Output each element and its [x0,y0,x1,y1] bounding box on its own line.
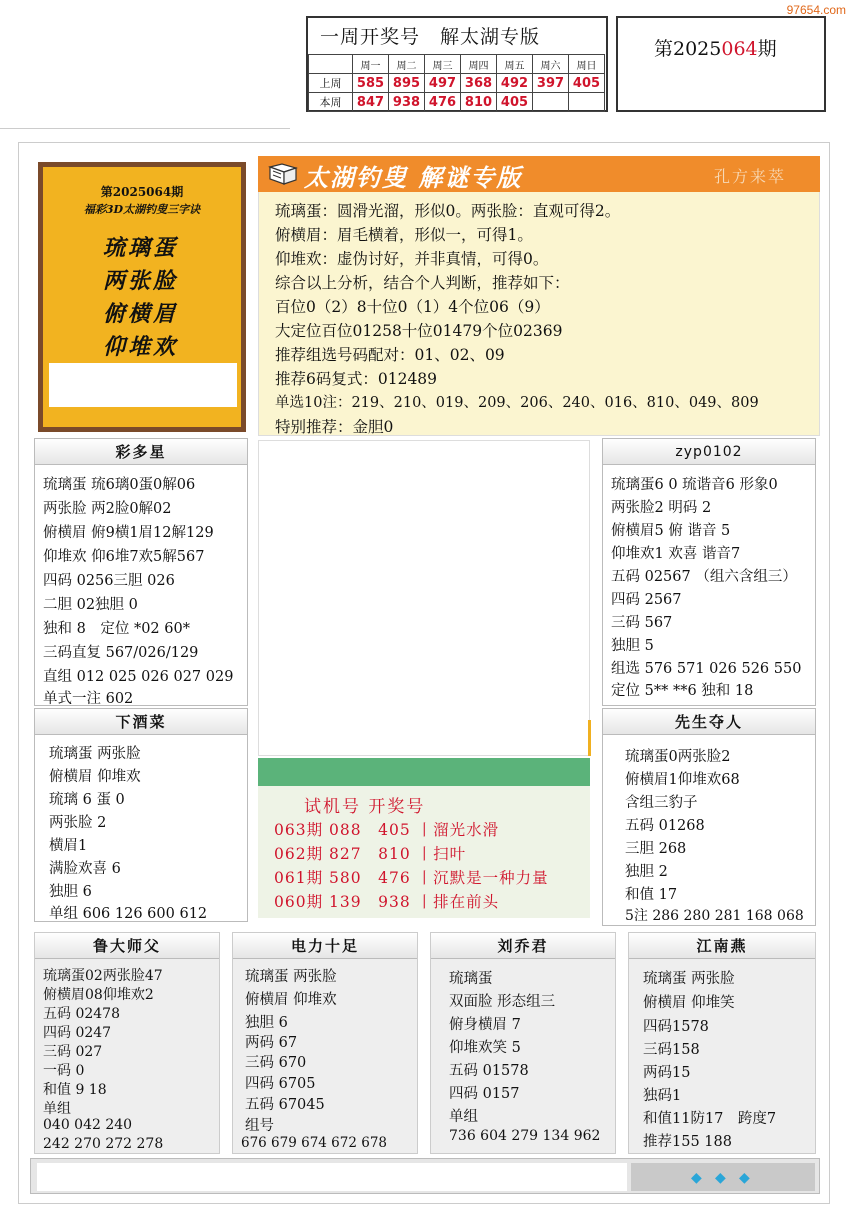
puzzle-author: 孔方来萃 [713,167,786,186]
result-cell: 368 [461,74,497,93]
box-line: 三码 027 [43,1044,103,1060]
box-line: 琉璃蛋 两张脸 [49,746,141,762]
puzzle-line: 琉璃蛋：圆滑光溜，形似0。两张脸：直观可得2。 [275,202,621,220]
puzzle-line: 仰堆欢：虚伪讨好，并非真情，可得0。 [275,250,549,268]
box-line: 琉璃蛋 [449,971,493,987]
box-line: 单式一注 602 [43,691,134,707]
box-line: 四码 0157 [449,1086,520,1102]
puzzle-line: 单选10注：219、210、019、209、206、240、016、810、049、809 [275,395,759,411]
box-line: 含组三豹子 [625,795,698,811]
box-line: 一码 0 [43,1063,85,1079]
result-cell: 585 [353,74,389,93]
result-cell: 405 [569,74,605,93]
box-liuqiaojun [430,932,616,1154]
day-header: 周二 [389,55,425,74]
day-header: 周四 [461,55,497,74]
box-line: 仰堆欢笑 5 [449,1040,521,1056]
box-line: 俯横眉08仰堆欢2 [43,987,154,1003]
box-line: 琉璃蛋 两张脸 [643,971,735,987]
box-line: 独胆 5 [611,638,654,654]
box-line: 俯横眉 仰堆欢 [245,992,337,1008]
box-line: 四码 6705 [245,1076,316,1092]
box-line: 和值 17 [625,887,678,903]
box-line: 琉璃蛋6 0 琉谐音6 形象0 [611,477,778,493]
box-ludashifu [34,932,220,1154]
box-line: 俯横眉 俯9横1眉12解129 [43,525,214,541]
box-line: 独码1 [643,1088,682,1104]
weekly-results-table [308,54,605,112]
box-title: 电力十足 [233,933,417,959]
box-xiajiucai [34,708,248,922]
box-line: 单组 [43,1101,71,1117]
box-line: 单组 606 126 600 612 [49,906,208,922]
box-line: 仰堆欢 仰6堆7欢5解567 [43,549,205,565]
box-line: 满脸欢喜 6 [49,861,121,877]
box-line: 独和 8 定位 *02 60* [43,621,190,637]
diamond-icon: ◆ [715,1170,726,1186]
draw-results-panel [258,786,590,918]
footer-gem-area [631,1163,815,1191]
box-line: 独胆 6 [49,884,92,900]
box-title: 江南燕 [629,933,815,959]
box-line: 直组 012 025 026 027 029 [43,669,234,685]
draw-results-header: 试机号 开奖号 [304,797,426,817]
box-line: 琉璃 6 蛋 0 [49,792,125,808]
box-title: 刘乔君 [431,933,615,959]
box-line: 独胆 2 [625,864,668,880]
issue-box [616,16,826,112]
result-cell: 476 [425,93,461,112]
box-title: 彩多星 [35,439,247,465]
result-cell: 938 [389,93,425,112]
weekly-results-title: 一周开奖号 解太湖专版 [320,26,541,48]
box-line: 5注 286 280 281 168 068 [625,908,804,924]
box-line: 三码直复 567/026/129 [43,645,199,661]
book-icon [268,162,298,186]
box-line: 五码 02567 （组六含组三） [611,569,797,585]
box-line: 独胆 6 [245,1015,288,1031]
box-line: 四码1578 [643,1019,709,1035]
accent-mark [588,720,591,756]
puzzle-title-bar [258,156,820,192]
box-line: 俯身横眉 7 [449,1017,521,1033]
day-header: 周一 [353,55,389,74]
poster-line: 俯横眉 [103,301,179,327]
box-line: 组号 [245,1118,274,1134]
puzzle-line: 大定位百位01258十位01479个位02369 [275,322,563,340]
poster [38,162,246,432]
box-line: 二胆 02独胆 0 [43,597,138,613]
result-cell: 492 [497,74,533,93]
result-cell: 497 [425,74,461,93]
watermark: 97654.com [786,3,846,17]
this-week-label: 本周 [309,93,353,112]
box-line: 俯横眉5 俯 谐音 5 [611,523,731,539]
puzzle-line: 推荐组选号码配对：01、02、09 [275,346,505,364]
box-title: 下酒菜 [35,709,247,735]
result-cell: 847 [353,93,389,112]
box-line: 琉璃蛋 两张脸 [245,969,337,985]
box-line: 和值 9 18 [43,1082,107,1098]
day-header: 周五 [497,55,533,74]
box-line: 676 679 674 672 678 [241,1135,388,1151]
box-line: 仰堆欢1 欢喜 谐音7 [611,546,741,562]
box-line: 四码 2567 [611,592,682,608]
weekly-results-box [306,16,608,112]
result-cell: 895 [389,74,425,93]
box-line: 推荐155 188 [643,1134,732,1150]
puzzle-line: 综合以上分析，结合个人判断，推荐如下： [275,274,570,292]
last-week-label: 上周 [309,74,353,93]
divider [0,128,290,129]
box-line: 组选 576 571 026 526 550 [611,661,802,677]
draw-result-row: 062期 827 810 丨扫叶 [274,845,467,863]
box-line: 单组 [449,1109,478,1125]
box-line: 040 042 240 [43,1117,133,1133]
box-line: 定位 5** **6 独和 18 [611,683,754,699]
box-line: 两张脸 2 [49,815,107,831]
box-dianlishizu [232,932,418,1154]
day-header: 周日 [569,55,605,74]
puzzle-line: 百位0（2）8十位0（1）4个位06（9） [275,298,550,316]
box-zyp0102 [602,438,816,706]
box-title: zyp0102 [603,439,815,465]
box-title: 鲁大师父 [35,933,219,959]
box-line: 横眉1 [49,838,88,854]
box-line: 俯横眉 仰堆笑 [643,995,735,1011]
result-cell: 397 [533,74,569,93]
box-line: 两张脸2 明码 2 [611,500,712,516]
box-line: 五码 01268 [625,818,705,834]
draw-result-row: 063期 088 405 丨溜光水滑 [274,821,500,839]
box-line: 五码 67045 [245,1097,325,1113]
poster-line: 两张脸 [103,268,179,294]
box-line: 三码 670 [245,1055,307,1071]
puzzle-title: 太湖钓叟 解谜专版 [304,163,523,192]
draw-result-row: 060期 139 938 丨排在前头 [274,893,500,911]
puzzle-panel [258,156,820,436]
footer-bar [30,1158,820,1194]
box-line: 三码158 [643,1042,700,1058]
box-line: 三码 567 [611,615,673,631]
result-cell [569,93,605,112]
result-cell: 810 [461,93,497,112]
result-cell [533,93,569,112]
box-line: 俯横眉 仰堆欢 [49,769,141,785]
issue-number: 第2025064期 [654,38,777,60]
puzzle-line: 推荐6码复式：012489 [275,370,438,388]
diamond-icon: ◆ [739,1170,750,1186]
box-line: 两码 67 [245,1035,298,1051]
result-cell: 405 [497,93,533,112]
box-line: 琉璃蛋 琉6璃0蛋0解06 [43,477,196,493]
box-title: 先生夺人 [603,709,815,735]
box-jiangnanyan [628,932,816,1154]
box-line: 三胆 268 [625,841,687,857]
box-line: 琉璃蛋0两张脸2 [625,749,731,765]
box-line: 和值11防17 跨度7 [643,1111,777,1127]
box-line: 俯横眉1仰堆欢68 [625,772,740,788]
box-line: 736 604 279 134 962 [449,1128,601,1144]
box-line: 琉璃蛋02两张脸47 [43,968,163,984]
box-xianshengduoren [602,708,816,926]
box-line: 两码15 [643,1065,691,1081]
green-bar [258,758,590,786]
box-line: 五码 01578 [449,1063,529,1079]
draw-result-row: 061期 580 476 丨沉默是一种力量 [274,869,549,887]
footer-blank [37,1163,627,1191]
day-header: 周六 [533,55,569,74]
poster-line: 琉璃蛋 [103,235,179,261]
puzzle-line: 特别推荐：金胆0 [275,418,394,436]
poster-blank [49,363,237,407]
poster-line: 仰堆欢 [103,334,179,360]
box-line: 双面脸 形态组三 [449,994,556,1010]
box-line: 四码 0256三胆 026 [43,573,175,589]
poster-subtitle: 福彩3D太湖钓叟三字诀 [83,203,201,216]
box-caiduoxing [34,438,248,706]
box-line: 242 270 272 278 [43,1136,164,1152]
box-line: 四码 0247 [43,1025,112,1041]
day-header: 周三 [425,55,461,74]
box-line: 五码 02478 [43,1006,120,1022]
poster-issue: 第2025064期 [100,185,184,199]
puzzle-line: 俯横眉：眉毛横着，形似一，可得1。 [275,226,533,244]
box-line: 两张脸 两2脸0解02 [43,501,172,517]
blank-center-area [258,440,590,756]
diamond-icon: ◆ [691,1170,702,1186]
